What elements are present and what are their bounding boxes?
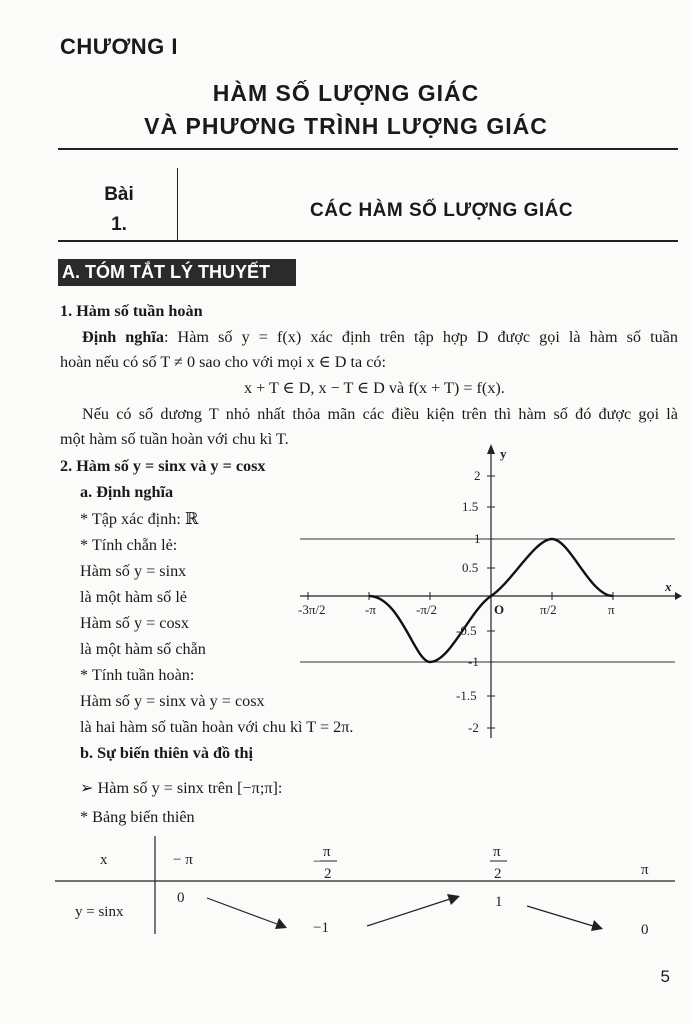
- table-x2-den: 2: [324, 866, 332, 882]
- def-label: Định nghĩa: [82, 328, 164, 346]
- lesson-num: 1.: [111, 214, 127, 235]
- sin-graph: [290, 440, 682, 745]
- table-x1: − π: [173, 852, 193, 868]
- item-periodic-fns: Hàm số y = sinx và y = cosx: [80, 692, 265, 710]
- item-period: là hai hàm số tuần hoàn với chu kì T = 2π.: [80, 718, 354, 736]
- sub-b-heading: b. Sự biến thiên và đồ thị: [80, 744, 253, 762]
- def-text1: : Hàm số y = f(x) xác định trên tập hợp D được gọi là hàm số tuần: [163, 328, 678, 346]
- def-line3: Nếu có số dương T nhỏ nhất thỏa mãn các điều kiện trên thì hàm số đó được gọi là: [82, 405, 678, 423]
- item-sin: Hàm số y = sinx: [80, 562, 187, 580]
- arrow-item: ➢ Hàm số y = sinx trên [−π;π]:: [80, 779, 283, 797]
- y-tick-label: -0.5: [456, 623, 477, 638]
- table-x3-den: 2: [494, 866, 502, 882]
- def-line2: hoàn nếu có số T ≠ 0 sao cho với mọi x ∈ D ta có:: [60, 353, 387, 371]
- table-x2-num: π: [323, 844, 331, 860]
- sub-a-heading: a. Định nghĩa: [80, 483, 174, 501]
- def-formula: x + T ∈ D, x − T ∈ D và f(x + T) = f(x).: [244, 379, 505, 397]
- s2-heading: 2. Hàm số y = sinx và y = cosx: [60, 457, 266, 475]
- x-tick-label: π/2: [540, 602, 557, 617]
- item-periodic: * Tính tuần hoàn:: [80, 666, 195, 684]
- table-arrow-up: [367, 899, 450, 926]
- y-tick-label: 1.5: [462, 499, 479, 514]
- item-cos: Hàm số y = cosx: [80, 614, 189, 632]
- item-parity: * Tính chẵn lẻ:: [80, 536, 178, 554]
- table-y1: 0: [177, 890, 185, 906]
- table-y2: −1: [313, 920, 329, 936]
- item-sin-odd: là một hàm số lẻ: [80, 588, 187, 606]
- x-tick-label: -3π/2: [298, 602, 326, 617]
- table-y-label: y = sinx: [75, 904, 124, 920]
- table-x4: π: [641, 862, 649, 878]
- table-x3-num: π: [493, 844, 501, 860]
- x-tick-label: -π/2: [416, 602, 438, 617]
- lesson-number: [99, 180, 139, 240]
- y-tick-label: 0.5: [462, 560, 479, 575]
- y-tick-label: 1: [474, 531, 481, 546]
- table-arrow-down-2: [527, 906, 593, 926]
- chapter-title-line1: HÀM SỐ LƯỢNG GIÁC: [212, 80, 480, 106]
- chapter-title-line2: VÀ PHƯƠNG TRÌNH LƯỢNG GIÁC: [144, 113, 548, 139]
- y-axis-arrow-icon: [487, 444, 495, 454]
- y-tick-label: -2: [468, 720, 479, 735]
- table-x2-sign: −: [313, 854, 322, 870]
- table-heading: * Bảng biến thiên: [80, 808, 195, 826]
- lesson-label: Bài: [104, 184, 134, 205]
- x-tick-label: -π: [365, 602, 376, 617]
- page-number: 5: [660, 967, 670, 986]
- origin-label: O: [494, 602, 505, 617]
- lesson-title: CÁC HÀM SỐ LƯỢNG GIÁC: [310, 200, 574, 221]
- chapter-label: CHƯƠNG I: [60, 34, 179, 59]
- arrow-down-icon: [591, 920, 603, 931]
- item-cos-even: là một hàm số chẵn: [80, 640, 206, 658]
- x-tick-label: π: [608, 602, 615, 617]
- header-rule-bottom: [58, 240, 678, 242]
- table-y3: 1: [495, 894, 503, 910]
- s1-heading: 1. Hàm số tuần hoàn: [60, 302, 203, 320]
- y-tick-label: 2: [474, 468, 481, 483]
- table-x-label: x: [100, 852, 108, 868]
- y-axis-label: y: [500, 446, 507, 461]
- table-y4: 0: [641, 922, 649, 938]
- variation-table: [55, 836, 675, 946]
- table-arrow-down: [207, 898, 277, 924]
- item-domain: * Tập xác định: ℝ: [80, 510, 199, 528]
- y-tick-label: -1.5: [456, 688, 477, 703]
- header-rule-top: [58, 148, 678, 150]
- lesson-divider: [177, 168, 178, 240]
- x-axis-arrow-icon: [675, 592, 682, 600]
- section-a-heading: A. TÓM TẮT LÝ THUYẾT: [58, 259, 296, 286]
- def-line1: [60, 325, 678, 349]
- y-tick-label: -1: [468, 654, 479, 669]
- x-axis-label: x: [665, 579, 672, 594]
- def-line4: một hàm số tuần hoàn với chu kì T.: [60, 430, 289, 448]
